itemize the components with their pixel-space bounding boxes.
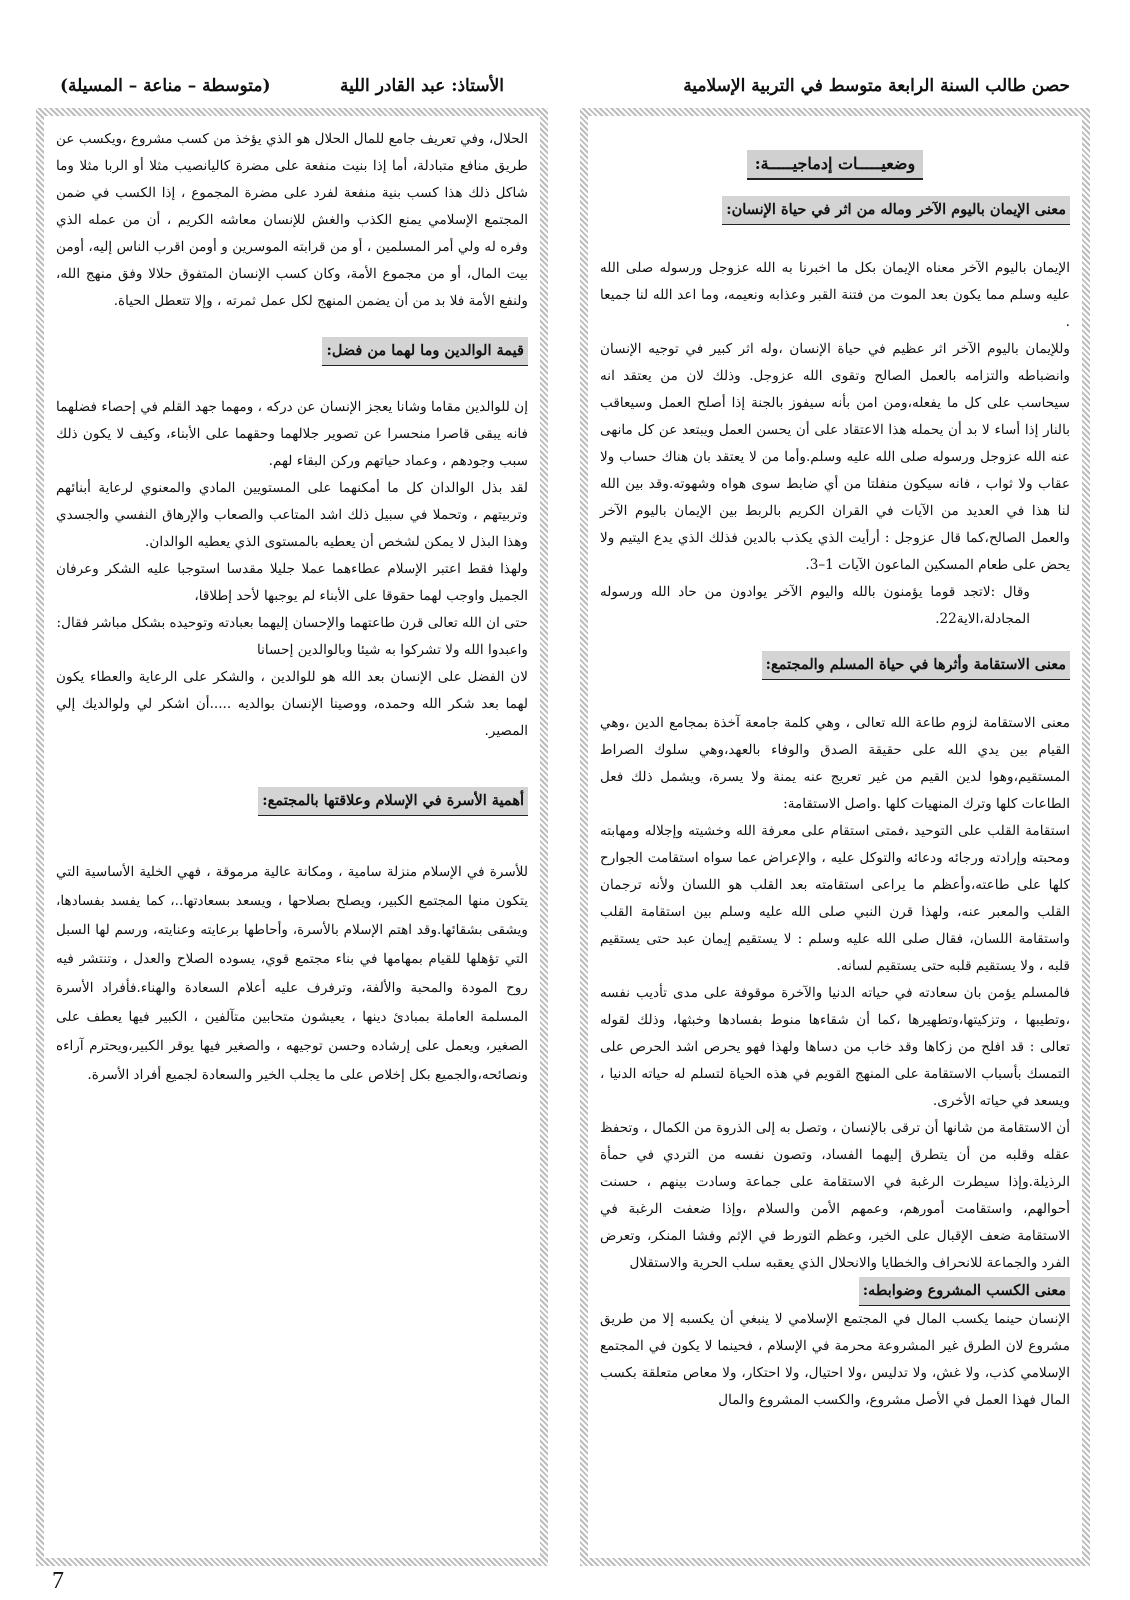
heading-righteousness: معنى الاستقامة وأثرها في حياة المسلم والمجتمع: xyxy=(762,651,1070,680)
paragraph: أن الاستقامة من شانها أن ترقى بالإنسان ، وتصل به إلى الذروة من الكمال ، وتحفظ عقله وقلبه من أن يتطرق إليهما الفساد، وتصون نفسه من التردي في حمأة الرذيلة.وإذا سيطرت الرغبة في الاستقامة على جماعة وسادت بينهم ، حسنت أحوالهم، واستقامت أمورهم، وعمهم الأمن والسلام ،وإذا ضعفت الرغبة في الاستقامة ضعف الإقبال على الخير، وعظم التورط في الإثم وفشا المنكر، وتعرض الفرد والجماعة للانحراف والخطايا والانحلال الذي يعقبه سلب الحرية والاستقلال xyxy=(600,1120,1070,1271)
heading-parents-value: قيمة الوالدين وما لهما من فضل: xyxy=(322,337,528,366)
paragraph: معنى الاستقامة لزوم طاعة الله تعالى ، وهي كلمة جامعة آخذة بمجامع الدين ،وهي القيام بين يدي الله على حقيقة الصدق والوفاء بالعهد،وهي سلوك الصراط المستقيم،وهوا لدين القيم من غير تعريج عنه يمنة ولا يسرة، ويشمل ذلك فعل الطاعات كلها وترك المنهيات كلها .واصل الاستقامة: xyxy=(600,715,1070,812)
left-column xyxy=(36,108,548,1566)
heading-last-day-faith: معنى الإيمان باليوم الآخر وماله من اثر في حياة الإنسان: xyxy=(722,196,1070,225)
integration-situations-heading: وضعيـــــات إدماجيـــــة: xyxy=(747,150,923,180)
page-header xyxy=(40,74,1090,104)
paragraph: لقد بذل الوالدان كل ما أمكنهما على المستويين المادي والمعنوي لرعاية أبنائهم وتربيتهم ، وتحملا في سبيل ذلك اشد المتاعب والصعاب والإرهاق النفسي والجسدي وهذا البذل لا يمكن لشخص أن يعطيه بالمستوى الذي يعطيه الوالدان. xyxy=(56,480,528,550)
heading-lawful-earning: معنى الكسب المشروع وضوابطه: xyxy=(859,1277,1070,1306)
paragraph: الحلال، وفي تعريف جامع للمال الحلال هو الذي يؤخذ من كسب مشروع ،ويكسب عن طريق منافع متبادلة، أما إذا بنيت منفعة على مضرة كاليانصيب مثلا أو الربا مثلا وما شاكل ذلك هذا كسب بنية منفعة لفرد على مضرة المجموع ، إذا الكسب في ضمن المجتمع الإسلامي يمنع الكذب والغش للإنسان معاشه الكريم ، أن من عمله الذي وفره له ولي أمر المسلمين ، أو من قرابته الموسرين و أومن اقرب الناس إليه، أومن بيت المال، أو من مجموع الأمة، وكان كسب الإنسان المتفوق حلالا وفق منهج الله، ولنفع الأمة فلا بد من أن يضمن المنهج لكل عمل ثمرته ، وإلا تتعطل الحياة. xyxy=(56,131,528,309)
paragraph: حتى ان الله تعالى قرن طاعتهما والإحسان إليهما بعبادته وتوحيده بشكل مباشر فقال: xyxy=(56,615,528,631)
paragraph: الإيمان باليوم الآخر معناه الإيمان بكل ما اخبرنا به الله عزوجل ورسوله صلى الله عليه وسلم مما يكون بعد الموت من فتنة القبر وعذابه ونعيمه، وما اعد الله لنا جميعا . xyxy=(600,260,1070,330)
page-number: 7 xyxy=(52,1568,64,1594)
right-column xyxy=(580,108,1090,1566)
paragraph: ولهذا فقط اعتبر الإسلام عطاءهما عملا جليلا مقدسا استوجبا عليه الشكر وعرفان الجميل واوجب لهما حقوقا على الأبناء لم يوجبها لأحد إطلاقا، xyxy=(56,561,528,604)
teacher-name: الأستاذ: عبد القادر اللية xyxy=(340,76,505,96)
heading-family-importance: أهمية الأسرة في الإسلام وعلاقتها بالمجتمع: xyxy=(258,787,528,816)
paragraph: استقامة القلب على التوحيد ،فمتى استقام على معرفة الله وخشيته وإجلاله ومهابته ومحبته وإرادته ورجائه ودعائه والتوكل عليه ، والإعراض عما سواه استقامت الجوارح كلها على طاعته،وأعظم ما يراعى استقامته بعد القلب هو اللسان ولأنه ترجمان القلب والمعبر عنه، ولهذا قرن النبي صلى الله عليه وسلم بين استقامة القلب واستقامة اللسان، فقال صلى الله عليه وسلم : لا يستقيم إيمان عبد حتى يستقيم قلبه ، ولا يستقيم قلبه حتى يستقيم لسانه. xyxy=(600,823,1070,974)
document-title: حصن طالب السنة الرابعة متوسط في التربية الإسلامية xyxy=(683,76,1070,96)
paragraph: الإنسان حينما يكسب المال في المجتمع الإسلامي لا ينبغي أن يكسبه إلا من طريق مشروع لان الطرق غير المشروعة محرمة في الإسلام ، فحينما لا يكون في المجتمع الإسلامي كذب، ولا غش، ولا تدليس ،ولا احتيال، ولا احتكار، ولا معاص متعلقة بكسب المال فهذا العمل في الأصل مشروع، والكسب المشروع والمال xyxy=(600,1311,1070,1408)
paragraph: وقال :لاتجد قوما يؤمنون بالله واليوم الآخر يوادون من حاد الله ورسوله المجادلة،الاية22. xyxy=(600,584,1030,627)
paragraph: لان الفضل على الإنسان بعد الله هو للوالدين ، والشكر على الرعاية والعطاء يكون لهما بعد شكر الله وحمده، ووصينا الإنسان بوالديه .....أن اشكر لي ولوالديك إلي المصير. xyxy=(56,669,528,739)
quran-verse: واعبدوا الله ولا تشركوا به شيئا وبالوالدين إحسانا xyxy=(256,642,528,658)
paragraph: وللإيمان باليوم الآخر اثر عظيم في حياة الإنسان ،وله اثر كبير في توجيه الإنسان وانضباطه والتزامه بالعمل الصالح وتقوى الله عزوجل. وذلك لان من يعتقد انه سيحاسب على كل ما يفعله،ومن امن بأنه سيفوز بالجنة إذا أصلح العمل وسيعاقب بالنار إذا أساء لا بد أن يحمله هذا الاعتقاد على أن يحسن العمل ويبتعد عن كل مانهى عنه الله عزوجل ورسوله صلى الله عليه وسلم.وأما من لا يعتقد بان هناك حساب ولا عقاب ولا ثواب ، فانه سيكون منفلتا من أي ضابط سوى هواه وشهوته.وقد بين الله لنا هذا في العديد من الآيات في القران الكريم بالربط بين الإيمان باليوم الآخر والعمل الصالح،كما قال عزوجل : أرأيت الذي يكذب بالدين فذلك الذي يدع اليتيم ولا يحض على طعام المسكين الماعون الآيات 1–3. xyxy=(600,341,1070,573)
paragraph: فالمسلم يؤمن بان سعادته في حياته الدنيا والآخرة موقوفة على مدى تأديب نفسه ،وتطيبها ، وتزكيتها،وتطهيرها ،كما أن شقاءها منوط بفسادها وخبثها، وذلك لقوله تعالى : قد افلح من زكاها وقد خاب من دساها ولهذا فهو يحرص اشد الحرص على التمسك بأسباب الاستقامة على المنهج القويم في هذه الحياة لتسلم له حياته الدنيا ، ويسعد في حياته الأخرى. xyxy=(600,985,1070,1109)
paragraph: إن للوالدين مقاما وشانا يعجز الإنسان عن دركه ، ومهما جهد القلم في إحصاء فضلهما فانه يبقى قاصرا منحسرا عن تصوير جلالهما وحقهما على الأبناء، وكيف لا يكون ذلك سبب وجودهم ، وعماد حياتهم وركن البقاء لهم. xyxy=(56,399,528,469)
school-name: (متوسطة – مناعة – المسيلة) xyxy=(60,76,271,96)
paragraph: للأسرة في الإسلام منزلة سامية ، ومكانة عالية مرموقة ، فهي الخلية الأساسية التي يتكون منها المجتمع الكبير، ويصلح بصلاحها ، ويسعد بسعادتها..، كما يفسد بفسادها، ويشقى بشقائها.وقد اهتم الإسلام بالأسرة، وأحاطها برعايته وعنايته، ورسم لها السبل التي تؤهلها للقيام بمهامها في بناء مجتمع قوي، يسوده الصلاح والعدل ، وتنتشر فيه روح المودة والمحبة والألفة، وترفرف عليه أعلام السعادة والهناء.فأفراد الأسرة المسلمة العاملة بمبادئ دينها ، يعيشون متحابين متآلفين ، الكبير فيها يعطف على الصغير، ويعمل على إرشاده وحسن توجيهه ، والصغير فيها يوقر الكبير،ويحترم آراءه ونصائحه،والجميع بكل إخلاص على ما يجلب الخير والسعادة لجميع أفراد الأسرة. xyxy=(56,864,528,1083)
